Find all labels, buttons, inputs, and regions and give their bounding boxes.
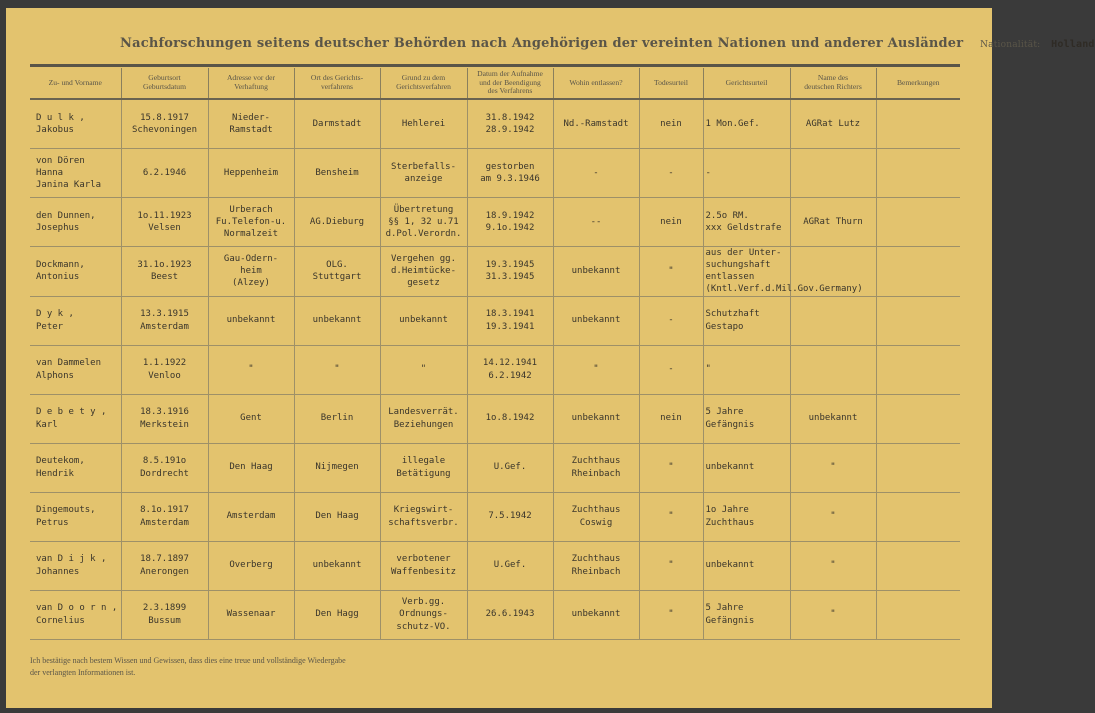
court-cell: unbekannt: [294, 541, 380, 590]
column-header: Name des deutschen Richters: [790, 68, 876, 99]
name-cell: D y k , Peter: [30, 296, 121, 345]
released-cell: Zuchthaus Rheinbach: [553, 443, 639, 492]
name-cell: Deutekom, Hendrik: [30, 443, 121, 492]
column-header: Zu- und Vorname: [30, 68, 121, 99]
court-cell: Nijmegen: [294, 443, 380, 492]
verdict-cell: -: [703, 149, 790, 198]
reason-cell: Verb.gg. Ordnungs- schutz-VO.: [380, 590, 467, 639]
address-cell: Urberach Fu.Telefon-u. Normalzeit: [208, 198, 294, 247]
death-sentence-cell: ": [639, 541, 703, 590]
court-cell: ": [294, 345, 380, 394]
birth-cell: 8.1o.1917 Amsterdam: [121, 492, 208, 541]
remarks-cell: [876, 345, 960, 394]
dates-cell: 31.8.1942 28.9.1942: [467, 99, 553, 149]
birth-cell: 1o.11.1923 Velsen: [121, 198, 208, 247]
court-cell: AG.Dieburg: [294, 198, 380, 247]
released-cell: Nd.-Ramstadt: [553, 99, 639, 149]
remarks-cell: [876, 492, 960, 541]
death-sentence-cell: ": [639, 443, 703, 492]
released-cell: unbekannt: [553, 247, 639, 297]
name-cell: den Dunnen, Josephus: [30, 198, 121, 247]
column-header: Todesurteil: [639, 68, 703, 99]
table-row: [30, 99, 960, 149]
table-row: [30, 247, 960, 297]
address-cell: Heppenheim: [208, 149, 294, 198]
death-sentence-cell: ": [639, 247, 703, 297]
column-header: Gerichtsurteil: [703, 68, 790, 99]
reason-cell: Landesverrät. Beziehungen: [380, 394, 467, 443]
address-cell: unbekannt: [208, 296, 294, 345]
verdict-cell: ": [703, 345, 790, 394]
dates-cell: U.Gef.: [467, 443, 553, 492]
reason-cell: Hehlerei: [380, 99, 467, 149]
released-cell: ": [553, 345, 639, 394]
name-cell: von Dören Hanna Janina Karla: [30, 149, 121, 198]
dates-cell: U.Gef.: [467, 541, 553, 590]
birth-cell: 13.3.1915 Amsterdam: [121, 296, 208, 345]
table-row: [30, 492, 960, 541]
birth-cell: 2.3.1899 Bussum: [121, 590, 208, 639]
name-cell: D e b e t y , Karl: [30, 394, 121, 443]
reason-cell: Sterbefalls- anzeige: [380, 149, 467, 198]
address-cell: Gent: [208, 394, 294, 443]
death-sentence-cell: nein: [639, 394, 703, 443]
dates-cell: 18.3.1941 19.3.1941: [467, 296, 553, 345]
remarks-cell: [876, 443, 960, 492]
verdict-cell: 1 Mon.Gef.: [703, 99, 790, 149]
table-row: [30, 149, 960, 198]
column-header: Adresse vor der Verhaftung: [208, 68, 294, 99]
judge-cell: [790, 345, 876, 394]
birth-cell: 18.3.1916 Merkstein: [121, 394, 208, 443]
column-header: Ort des Gerichts- verfahrens: [294, 68, 380, 99]
table-body: [30, 99, 960, 639]
released-cell: --: [553, 198, 639, 247]
court-cell: Bensheim: [294, 149, 380, 198]
name-cell: van D o o r n , Cornelius: [30, 590, 121, 639]
death-sentence-cell: nein: [639, 99, 703, 149]
death-sentence-cell: nein: [639, 198, 703, 247]
verdict-cell: aus der Unter- suchungshaft entlassen (Kntl.Verf.d.Mil.Gov.Germany): [703, 247, 790, 297]
address-cell: Gau-Odern- heim (Alzey): [208, 247, 294, 297]
document-title: Nachforschungen seitens deutscher Behörden nach Angehörigen der vereinten Nationen und anderer Ausländer: [120, 36, 964, 51]
verdict-cell: 5 Jahre Gefängnis: [703, 394, 790, 443]
death-sentence-cell: -: [639, 296, 703, 345]
verdict-cell: 5 Jahre Gefängnis: [703, 590, 790, 639]
death-sentence-cell: -: [639, 345, 703, 394]
reason-cell: unbekannt: [380, 296, 467, 345]
address-cell: Wassenaar: [208, 590, 294, 639]
death-sentence-cell: ": [639, 590, 703, 639]
remarks-cell: [876, 590, 960, 639]
reason-cell: Übertretung §§ 1, 32 u.71 d.Pol.Verordn.: [380, 198, 467, 247]
death-sentence-cell: ": [639, 492, 703, 541]
table-row: [30, 541, 960, 590]
name-cell: Dockmann, Antonius: [30, 247, 121, 297]
footer-line-1: Ich bestätige nach bestem Wissen und Gewissen, dass dies eine treue und vollständige Wiedergabe: [30, 656, 346, 665]
address-cell: Amsterdam: [208, 492, 294, 541]
remarks-cell: [876, 541, 960, 590]
remarks-cell: [876, 247, 960, 297]
reason-cell: Vergehen gg. d.Heimtücke- gesetz: [380, 247, 467, 297]
document-title-line: [120, 36, 1095, 51]
table-row: [30, 198, 960, 247]
released-cell: unbekannt: [553, 296, 639, 345]
court-cell: OLG. Stuttgart: [294, 247, 380, 297]
reason-cell: illegale Betätigung: [380, 443, 467, 492]
column-header: Geburtsort Geburtsdatum: [121, 68, 208, 99]
certification-footer: [30, 655, 530, 679]
court-cell: Den Hagg: [294, 590, 380, 639]
judge-cell: unbekannt: [790, 394, 876, 443]
remarks-cell: [876, 198, 960, 247]
dates-cell: gestorben am 9.3.1946: [467, 149, 553, 198]
verdict-cell: 2.5o RM. xxx Geldstrafe: [703, 198, 790, 247]
nationality-value: Holland: [1051, 39, 1095, 50]
judge-cell: ": [790, 541, 876, 590]
court-cell: unbekannt: [294, 296, 380, 345]
released-cell: unbekannt: [553, 394, 639, 443]
verdict-cell: Schutzhaft Gestapo: [703, 296, 790, 345]
address-cell: Overberg: [208, 541, 294, 590]
released-cell: Zuchthaus Coswig: [553, 492, 639, 541]
dates-cell: 1o.8.1942: [467, 394, 553, 443]
table-row: [30, 443, 960, 492]
column-header: Bemerkungen: [876, 68, 960, 99]
judge-cell: [790, 149, 876, 198]
verdict-cell: unbekannt: [703, 541, 790, 590]
records-table: [30, 68, 960, 640]
verdict-cell: 1o Jahre Zuchthaus: [703, 492, 790, 541]
released-cell: -: [553, 149, 639, 198]
dates-cell: 7.5.1942: [467, 492, 553, 541]
judge-cell: ": [790, 590, 876, 639]
court-cell: Berlin: [294, 394, 380, 443]
birth-cell: 8.5.191o Dordrecht: [121, 443, 208, 492]
judge-cell: [790, 296, 876, 345]
reason-cell: verbotener Waffenbesitz: [380, 541, 467, 590]
table-row: [30, 345, 960, 394]
dates-cell: 26.6.1943: [467, 590, 553, 639]
address-cell: ": [208, 345, 294, 394]
table-row: [30, 296, 960, 345]
address-cell: Den Haag: [208, 443, 294, 492]
judge-cell: AGRat Thurn: [790, 198, 876, 247]
birth-cell: 1.1.1922 Venloo: [121, 345, 208, 394]
table-header-row: [30, 68, 960, 99]
column-header: Datum der Aufnahme und der Beendigung des Verfahrens: [467, 68, 553, 99]
birth-cell: 31.1o.1923 Beest: [121, 247, 208, 297]
released-cell: unbekannt: [553, 590, 639, 639]
released-cell: Zuchthaus Rheinbach: [553, 541, 639, 590]
column-header: Wohin entlassen?: [553, 68, 639, 99]
birth-cell: 18.7.1897 Anerongen: [121, 541, 208, 590]
remarks-cell: [876, 394, 960, 443]
footer-line-2: der verlangten Informationen ist.: [30, 668, 136, 677]
reason-cell: ": [380, 345, 467, 394]
dates-cell: 19.3.1945 31.3.1945: [467, 247, 553, 297]
table-row: [30, 590, 960, 639]
name-cell: van D i j k , Johannes: [30, 541, 121, 590]
verdict-cell: unbekannt: [703, 443, 790, 492]
name-cell: D u l k , Jakobus: [30, 99, 121, 149]
judge-cell: ": [790, 492, 876, 541]
judge-cell: AGRat Lutz: [790, 99, 876, 149]
name-cell: Dingemouts, Petrus: [30, 492, 121, 541]
name-cell: van Dammelen Alphons: [30, 345, 121, 394]
birth-cell: 15.8.1917 Schevoningen: [121, 99, 208, 149]
remarks-cell: [876, 149, 960, 198]
address-cell: Nieder-Ramstadt: [208, 99, 294, 149]
remarks-cell: [876, 296, 960, 345]
death-sentence-cell: -: [639, 149, 703, 198]
column-header: Grund zu dem Gerichtsverfahren: [380, 68, 467, 99]
remarks-cell: [876, 99, 960, 149]
court-cell: Darmstadt: [294, 99, 380, 149]
nationality-label: Nationalität:: [980, 40, 1041, 50]
dates-cell: 18.9.1942 9.1o.1942: [467, 198, 553, 247]
reason-cell: Kriegswirt- schaftsverbr.: [380, 492, 467, 541]
header-rule: [30, 64, 960, 67]
judge-cell: ": [790, 443, 876, 492]
dates-cell: 14.12.1941 6.2.1942: [467, 345, 553, 394]
birth-cell: 6.2.1946: [121, 149, 208, 198]
court-cell: Den Haag: [294, 492, 380, 541]
table-row: [30, 394, 960, 443]
